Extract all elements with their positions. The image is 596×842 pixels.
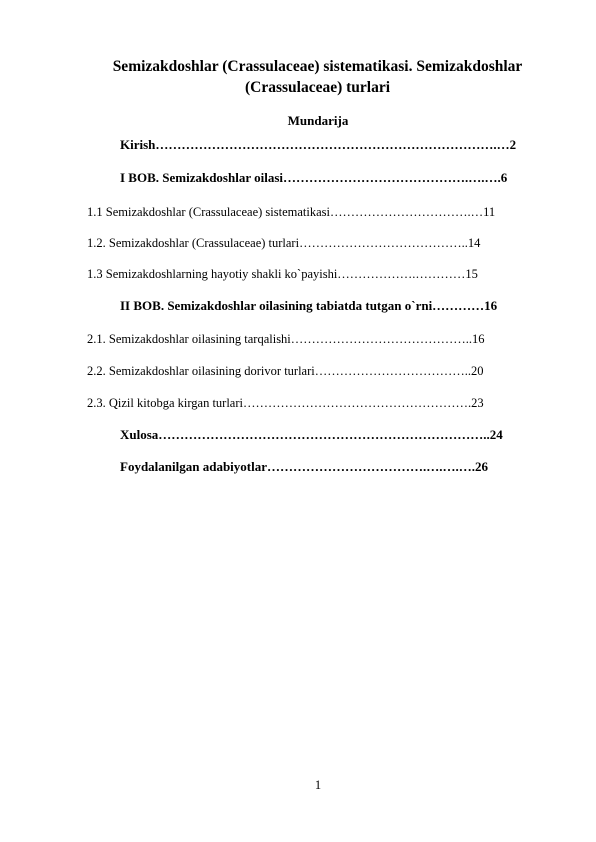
- toc-entry-2-1[interactable]: 2.1. Semizakdoshlar oilasining tarqalishi……………………………………..16: [87, 332, 485, 346]
- document-title: Semizakdoshlar (Crassulaceae) sistematikasi. Semizakdoshlar (Crassulaceae) turlari: [112, 58, 523, 96]
- page-number: 1: [314, 778, 322, 792]
- toc-heading: Mundarija: [287, 113, 349, 128]
- toc-entry-chapter-1[interactable]: I BOB. Semizakdoshlar oilasi…………………………………….….….6: [120, 170, 508, 185]
- toc-entry-2-2[interactable]: 2.2. Semizakdoshlar oilasining dorivor turlari………………………………..20: [87, 364, 484, 378]
- toc-entry-references[interactable]: Foydalanilgan adabiyotlar……………………………….….….….26: [120, 459, 488, 474]
- toc-entry-conclusion[interactable]: Xulosa…………………………………………………………………..24: [120, 427, 503, 442]
- toc-entry-chapter-2[interactable]: II BOB. Semizakdoshlar oilasining tabiatda tutgan o`rni…………16: [120, 298, 498, 313]
- toc-entry-1-1[interactable]: 1.1 Semizakdoshlar (Crassulaceae) sistematikasi…………………………….…11: [87, 205, 496, 219]
- toc-entry-intro[interactable]: Kirish…………………………………………………………………….…2: [120, 137, 517, 152]
- toc-entry-1-2[interactable]: 1.2. Semizakdoshlar (Crassulaceae) turlari…………………………………..14: [87, 236, 481, 250]
- toc-entry-2-3[interactable]: 2.3. Qizil kitobga kirgan turlari……………………………………………….23: [87, 396, 484, 410]
- toc-entry-1-3[interactable]: 1.3 Semizakdoshlarning hayotiy shakli ko`payishi……………….…………15: [87, 267, 478, 281]
